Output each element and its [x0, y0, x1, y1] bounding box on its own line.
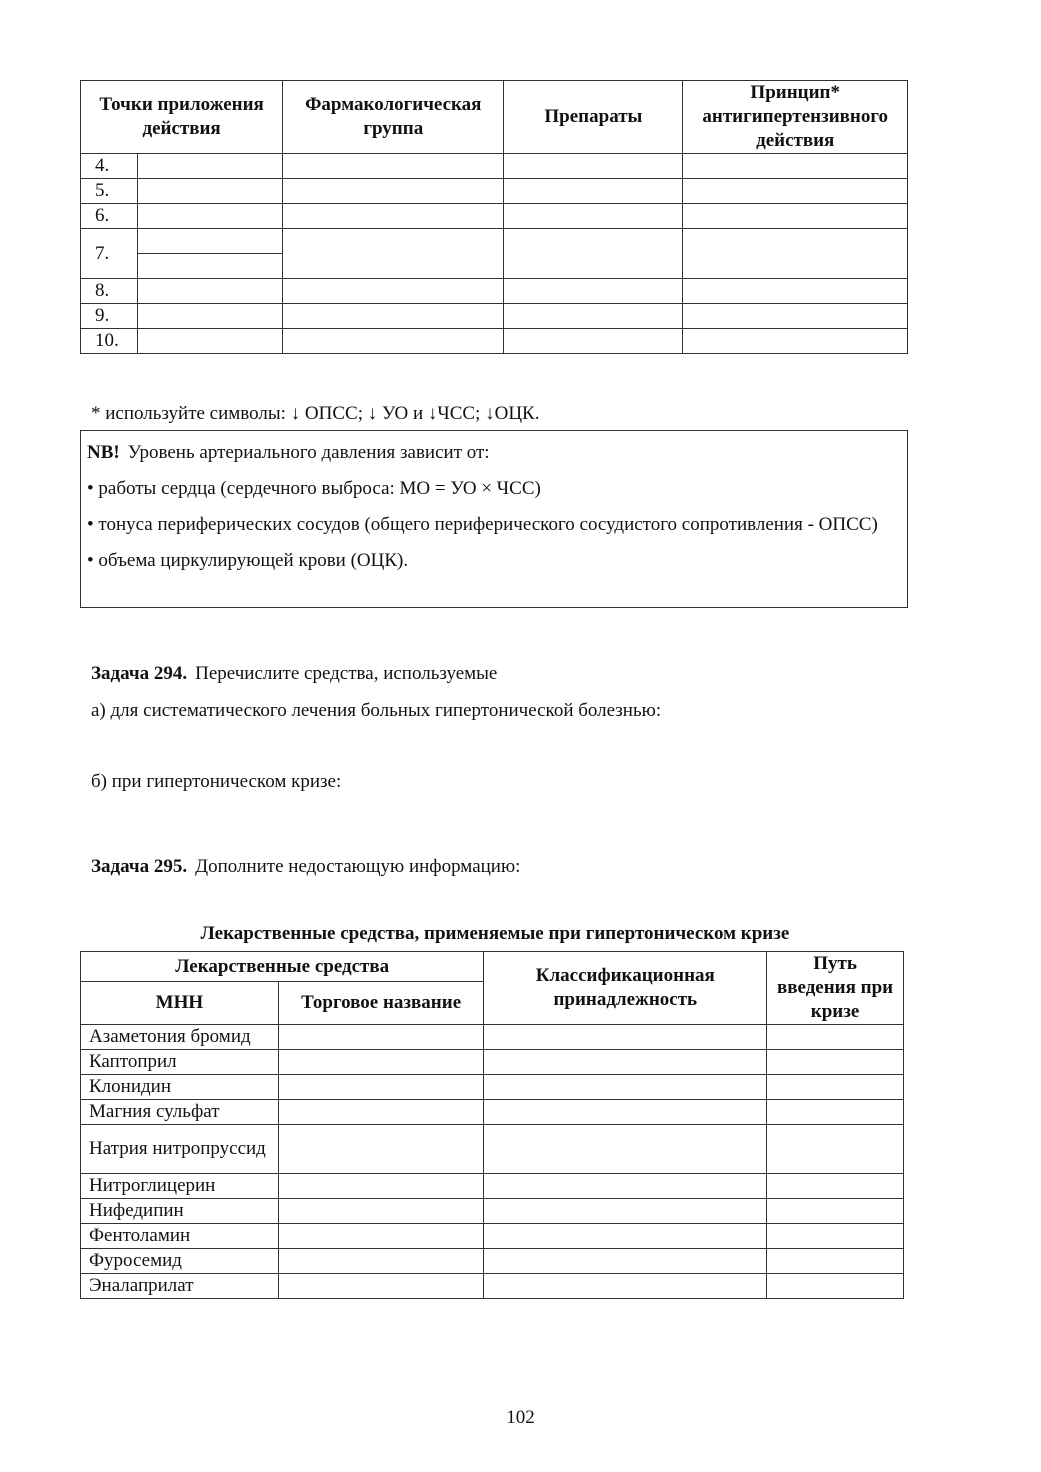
page-number: 102: [506, 1407, 535, 1428]
table-cell[interactable]: [767, 1174, 904, 1199]
table-cell[interactable]: [283, 154, 504, 179]
nb-item: • работы сердца (сердечного выброса: МО = УО × ЧСС): [87, 478, 541, 499]
table-cell[interactable]: [137, 329, 283, 354]
table-row: [81, 1224, 904, 1249]
table-cell[interactable]: [767, 1100, 904, 1125]
table-row: [81, 1100, 904, 1125]
table-cell[interactable]: [484, 1125, 767, 1174]
table-row: [81, 329, 908, 354]
table-cell[interactable]: [767, 1199, 904, 1224]
table-cell[interactable]: [683, 229, 908, 279]
table-row: [81, 304, 908, 329]
table-cell[interactable]: [683, 154, 908, 179]
table-cell[interactable]: [283, 279, 504, 304]
table-cell[interactable]: [504, 304, 683, 329]
col-header-class: Классификационная принадлежность: [484, 952, 767, 1025]
nb-intro: Уровень артериального давления зависит от:: [127, 442, 490, 463]
table-row: [81, 1125, 904, 1174]
drug-name: Натрия нитропруссид: [81, 1125, 279, 1174]
col-header-route: Путь введения при кризе: [767, 952, 904, 1025]
table-cell[interactable]: [137, 179, 283, 204]
col-header-mnn: МНН: [81, 982, 279, 1025]
task-294-text: Перечислите средства, используемые: [195, 663, 498, 684]
col-header-drugs: Препараты: [504, 81, 683, 154]
table-cell[interactable]: [278, 1075, 484, 1100]
table-cell[interactable]: [767, 1125, 904, 1174]
table-cell[interactable]: [504, 154, 683, 179]
table-cell[interactable]: [283, 329, 504, 354]
drug-name: Каптоприл: [81, 1050, 279, 1075]
drug-name: Клонидин: [81, 1075, 279, 1100]
drug-name: Азаметония бромид: [81, 1025, 279, 1050]
table-cell[interactable]: [484, 1274, 767, 1299]
table-cell[interactable]: [767, 1224, 904, 1249]
table-cell[interactable]: [283, 204, 504, 229]
table-row: [81, 204, 908, 229]
table-row: [81, 1050, 904, 1075]
table-cell[interactable]: [484, 1025, 767, 1050]
table-cell[interactable]: [504, 179, 683, 204]
col-header-principle: Принцип* антигипертензивного действия: [683, 81, 908, 154]
table-cell[interactable]: [484, 1075, 767, 1100]
row-number: 9.: [81, 304, 138, 329]
table-cell[interactable]: [278, 1050, 484, 1075]
table-cell[interactable]: [484, 1174, 767, 1199]
drug-name: Нифедипин: [81, 1199, 279, 1224]
table-cell[interactable]: [683, 329, 908, 354]
table-row: [81, 154, 908, 179]
table-cell[interactable]: [767, 1274, 904, 1299]
table-cell[interactable]: [484, 1100, 767, 1125]
table-row: [81, 229, 908, 279]
row-number: 4.: [81, 154, 138, 179]
group-header-drugs: Лекарственные средства: [81, 952, 484, 982]
table-row: [81, 1274, 904, 1299]
table-cell[interactable]: [278, 1199, 484, 1224]
nb-item: • тонуса периферических сосудов (общего периферического сосудистого сопротивления - ОПСС): [87, 514, 878, 535]
nb-box: [80, 430, 908, 608]
table-row: [81, 279, 908, 304]
drug-name: Эналаприлат: [81, 1274, 279, 1299]
table-cell[interactable]: [278, 1125, 484, 1174]
table-cell[interactable]: [484, 1249, 767, 1274]
nb-intro-line: [87, 435, 901, 471]
task-295-text: Дополните недостающую информацию:: [195, 856, 521, 877]
drug-name: Фуросемид: [81, 1249, 279, 1274]
table-cell[interactable]: [683, 204, 908, 229]
table-cell[interactable]: [683, 179, 908, 204]
table-cell[interactable]: [683, 279, 908, 304]
table-cell[interactable]: [504, 204, 683, 229]
table-cell[interactable]: [278, 1224, 484, 1249]
row-number: 8.: [81, 279, 138, 304]
table-cell[interactable]: [137, 304, 283, 329]
col-header-sites: Точки приложения действия: [81, 81, 283, 154]
table-row: [81, 1025, 904, 1050]
table-cell[interactable]: [137, 154, 283, 179]
table-cell[interactable]: [278, 1274, 484, 1299]
nb-label: NB!: [87, 442, 120, 463]
table-cell[interactable]: [137, 279, 283, 304]
drug-name: Фентоламин: [81, 1224, 279, 1249]
task-295-heading: [91, 854, 520, 880]
table-cell[interactable]: [484, 1050, 767, 1075]
table-cell[interactable]: [484, 1224, 767, 1249]
table-row: [81, 179, 908, 204]
table-cell[interactable]: [283, 179, 504, 204]
table-cell[interactable]: [504, 229, 683, 279]
table-cell[interactable]: [278, 1025, 484, 1050]
table-cell[interactable]: [283, 304, 504, 329]
task-294-heading: [91, 661, 497, 687]
table-caption: Лекарственные средства, применяемые при гипертоническом кризе: [200, 923, 790, 944]
drug-name: Нитроглицерин: [81, 1174, 279, 1199]
table-cell[interactable]: [484, 1199, 767, 1224]
table-cell[interactable]: [504, 279, 683, 304]
task-294-part-a: а) для систематического лечения больных гипертонической болезнью:: [91, 700, 662, 721]
table-cell[interactable]: [767, 1025, 904, 1050]
table-row: [81, 1249, 904, 1274]
table-cell[interactable]: [278, 1249, 484, 1274]
table-cell[interactable]: [767, 1050, 904, 1075]
table-cell[interactable]: [683, 304, 908, 329]
split-cell[interactable]: [137, 229, 283, 279]
col-header-group: Фармакологическая группа: [283, 81, 504, 154]
task-294-part-b: б) при гипертоническом кризе:: [91, 771, 342, 792]
table-cell[interactable]: [283, 229, 504, 279]
antihypertensive-table: [80, 80, 908, 354]
table-cell[interactable]: [278, 1100, 484, 1125]
task-294-title: Задача 294.: [91, 663, 188, 684]
table-cell[interactable]: [767, 1249, 904, 1274]
task-295-title: Задача 295.: [91, 856, 188, 877]
drug-name: Магния сульфат: [81, 1100, 279, 1125]
row-number: 6.: [81, 204, 138, 229]
footnote: * используйте символы: ↓ ОПСС; ↓ УО и ↓ЧСС; ↓ОЦК.: [91, 403, 540, 424]
table-cell[interactable]: [504, 329, 683, 354]
table-cell[interactable]: [767, 1075, 904, 1100]
table-cell[interactable]: [278, 1174, 484, 1199]
table-cell[interactable]: [137, 204, 283, 229]
hypertensive-crisis-drugs-table: [80, 951, 904, 1299]
table-row: [81, 1075, 904, 1100]
row-number: 7.: [81, 229, 138, 279]
table-row: [81, 1174, 904, 1199]
col-header-trade: Торговое название: [278, 982, 484, 1025]
table-row: [81, 1199, 904, 1224]
nb-item: • объема циркулирующей крови (ОЦК).: [87, 550, 409, 571]
row-number: 5.: [81, 179, 138, 204]
row-number: 10.: [81, 329, 138, 354]
